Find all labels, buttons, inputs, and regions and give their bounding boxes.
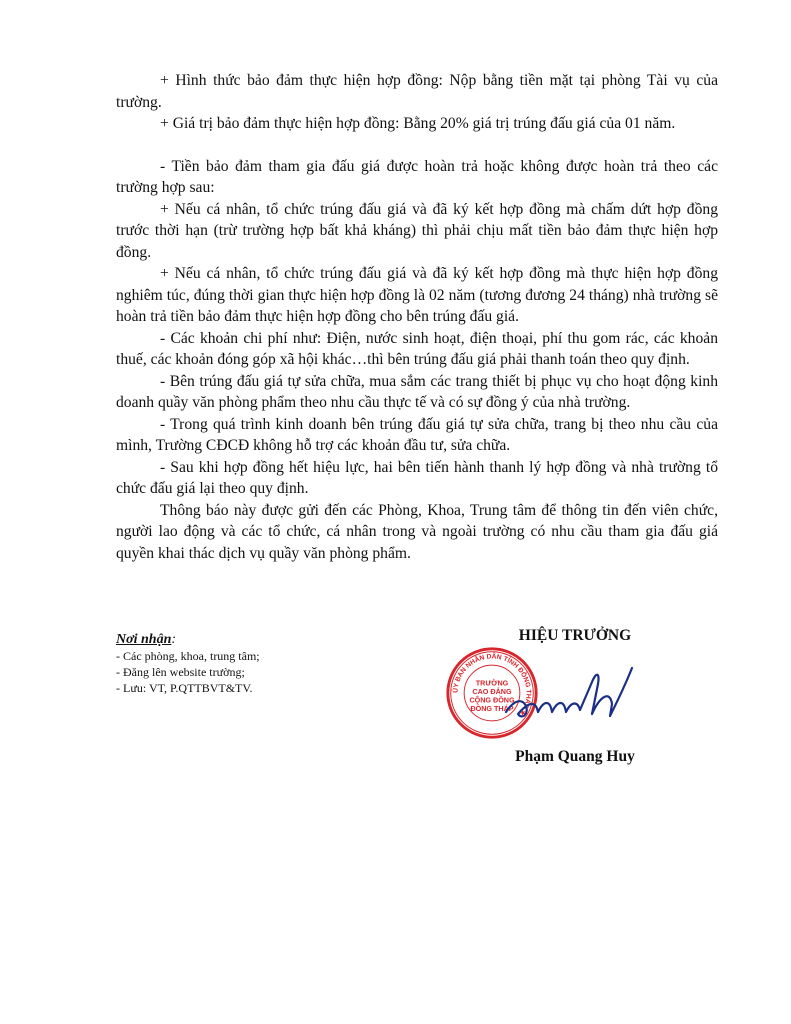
paragraph-guarantee-value: + Giá trị bảo đảm thực hiện hợp đồng: Bằng 20% giá trị trúng đấu giá của 01 năm. <box>160 115 676 132</box>
svg-text:ĐỒNG THÁP: ĐỒNG THÁP <box>470 704 514 714</box>
svg-text:CAO ĐẲNG: CAO ĐẲNG <box>472 686 512 696</box>
paragraph-repairs: - Trong quá trình kinh doanh bên trúng đấu giá tự sửa chữa, trang bị theo nhu cầu của mình, Trường CĐCĐ không hỗ trợ các khoản đầu tư, sửa chữa. <box>116 415 718 454</box>
paragraph-deposit-refund: - Tiền bảo đảm tham gia đấu giá được hoàn trả hoặc không được hoàn trả theo các trường hợp sau: <box>116 157 718 196</box>
paragraph-contract-end: - Sau khi hợp đồng hết hiệu lực, hai bên tiến hành thanh lý hợp đồng và nhà trường tổ chức đấu giá lại theo quy định. <box>116 458 718 497</box>
svg-text:CỘNG ĐỒNG: CỘNG ĐỒNG <box>469 695 515 705</box>
paragraph-expenses: - Các khoản chi phí như: Điện, nước sinh hoạt, điện thoại, phí thu gom rác, các khoản thuế, các khoản đóng góp xã hội khác…thì bên trúng đấu giá phải thanh toán theo quy định. <box>116 329 718 368</box>
signer-title: HIỆU TRƯỞNG <box>518 627 632 644</box>
handwritten-signature-icon <box>500 660 640 732</box>
paragraph-announcement: Thông báo này được gửi đến các Phòng, Khoa, Trung tâm để thông tin đến viên chức, người lao động và các tổ chức, cá nhân trong và ngoài trường có nhu cầu tham gia đấu giá quyền khai thác dịch vụ quầy văn phòng phẩm. <box>116 501 718 562</box>
recipients-colon: : <box>171 632 177 647</box>
recipient-item: - Đăng lên website trường; <box>116 665 245 679</box>
paragraph-guarantee-form: + Hình thức bảo đảm thực hiện hợp đồng: Nộp bằng tiền mặt tại phòng Tài vụ của trường. <box>116 72 718 111</box>
recipient-item: - Lưu: VT, P.QTTBVT&TV. <box>116 681 253 695</box>
recipients-heading <box>116 631 416 648</box>
signer-name: Phạm Quang Huy <box>515 748 635 765</box>
document-body <box>116 70 718 564</box>
recipients-block <box>116 631 416 696</box>
paragraph-equipment: - Bên trúng đấu giá tự sửa chữa, mua sắm các trang thiết bị phục vụ cho hoạt động kinh doanh quầy văn phòng phẩm theo nhu cầu thực tế và có sự đồng ý của nhà trường. <box>116 372 718 411</box>
recipient-item: - Các phòng, khoa, trung tâm; <box>116 649 260 663</box>
paragraph-early-termination: + Nếu cá nhân, tổ chức trúng đấu giá và đã ký kết hợp đồng mà chấm dứt hợp đồng trước thời hạn (trừ trường hợp bất khả kháng) thì phải chịu mất tiền bảo đảm thực hiện hợp đồng. <box>116 200 718 261</box>
paragraph-full-term: + Nếu cá nhân, tổ chức trúng đấu giá và đã ký kết hợp đồng mà thực hiện hợp đồng nghiêm túc, đúng thời gian thực hiện hợp đồng là 02 năm (tương đương 24 tháng) nhà trường sẽ hoàn trả tiền bảo đảm thực hiện hợp đồng cho bên trúng đấu giá. <box>116 265 718 325</box>
svg-text:TRƯỜNG: TRƯỜNG <box>475 678 509 688</box>
recipients-title: Nơi nhận <box>116 632 172 647</box>
svg-text:ỦY BAN NHÂN DÂN TỈNH ĐỒNG THÁP: ỦY BAN NHÂN DÂN TỈNH ĐỒNG THÁP ★ <box>452 653 532 717</box>
